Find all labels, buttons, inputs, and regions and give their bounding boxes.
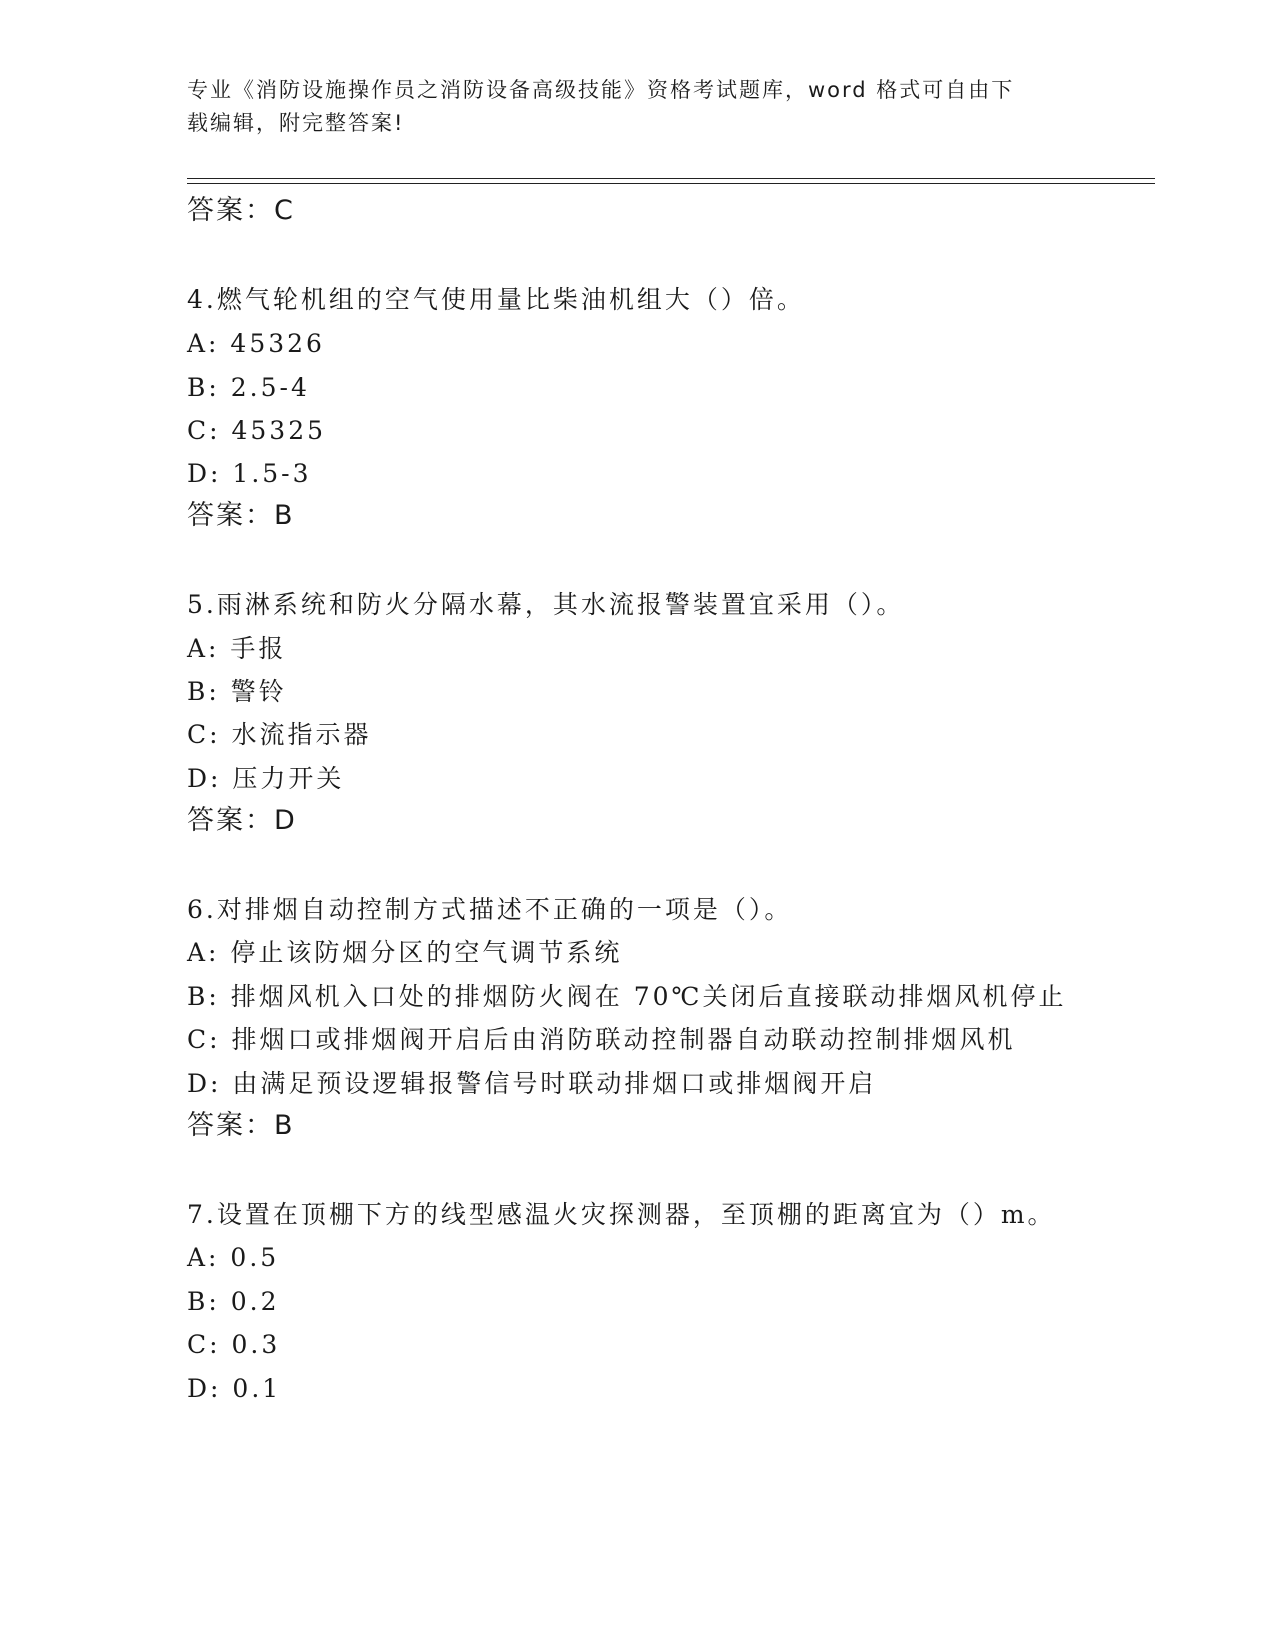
- question-6-option-d: D: 由满足预设逻辑报警信号时联动排烟口或排烟阀开启: [187, 1069, 877, 1098]
- page-header: [187, 74, 1067, 140]
- question-7-stem: 7.设置在顶棚下方的线型感温火灾探测器，至顶棚的距离宜为（）m。: [187, 1200, 1056, 1229]
- question-5-answer: 答案：D: [187, 805, 297, 836]
- header-rule-top: [187, 178, 1155, 179]
- question-4-option-b: B: 2.5-4: [187, 373, 310, 402]
- question-5-option-b: B: 警铃: [187, 677, 287, 706]
- header-line-1: 专业《消防设施操作员之消防设备高级技能》资格考试题库，word 格式可自由下: [187, 78, 1015, 102]
- question-7-option-a: A: 0.5: [187, 1243, 280, 1272]
- question-6-option-c: C: 排烟口或排烟阀开启后由消防联动控制器自动联动控制排烟风机: [187, 1025, 1016, 1054]
- question-7-option-c: C: 0.3: [187, 1330, 281, 1359]
- question-5-stem: 5.雨淋系统和防火分隔水幕，其水流报警装置宜采用（）。: [187, 590, 905, 619]
- question-6-answer: 答案：B: [187, 1110, 295, 1141]
- header-rule-bottom: [187, 183, 1155, 184]
- question-6-option-b: B: 排烟风机入口处的排烟防火阀在 70℃关闭后直接联动排烟风机停止: [187, 982, 1067, 1011]
- question-6-option-a: A: 停止该防烟分区的空气调节系统: [187, 938, 623, 967]
- question-5-option-c: C: 水流指示器: [187, 720, 372, 749]
- question-4-answer: 答案：B: [187, 500, 295, 531]
- question-5-option-a: A: 手报: [187, 634, 287, 663]
- question-4-stem: 4.燃气轮机组的空气使用量比柴油机组大（）倍。: [187, 285, 805, 314]
- header-line-2: 载编辑，附完整答案!: [187, 111, 405, 135]
- question-7-option-d: D: 0.1: [187, 1374, 282, 1403]
- question-4-option-d: D: 1.5-3: [187, 459, 312, 488]
- question-5-option-d: D: 压力开关: [187, 764, 345, 793]
- answer-q3: 答案：C: [187, 195, 295, 226]
- question-6-stem: 6.对排烟自动控制方式描述不正确的一项是（）。: [187, 895, 793, 924]
- question-7-option-b: B: 0.2: [187, 1287, 280, 1316]
- question-4-option-c: C: 45325: [187, 416, 327, 445]
- question-4-option-a: A: 45326: [187, 329, 325, 358]
